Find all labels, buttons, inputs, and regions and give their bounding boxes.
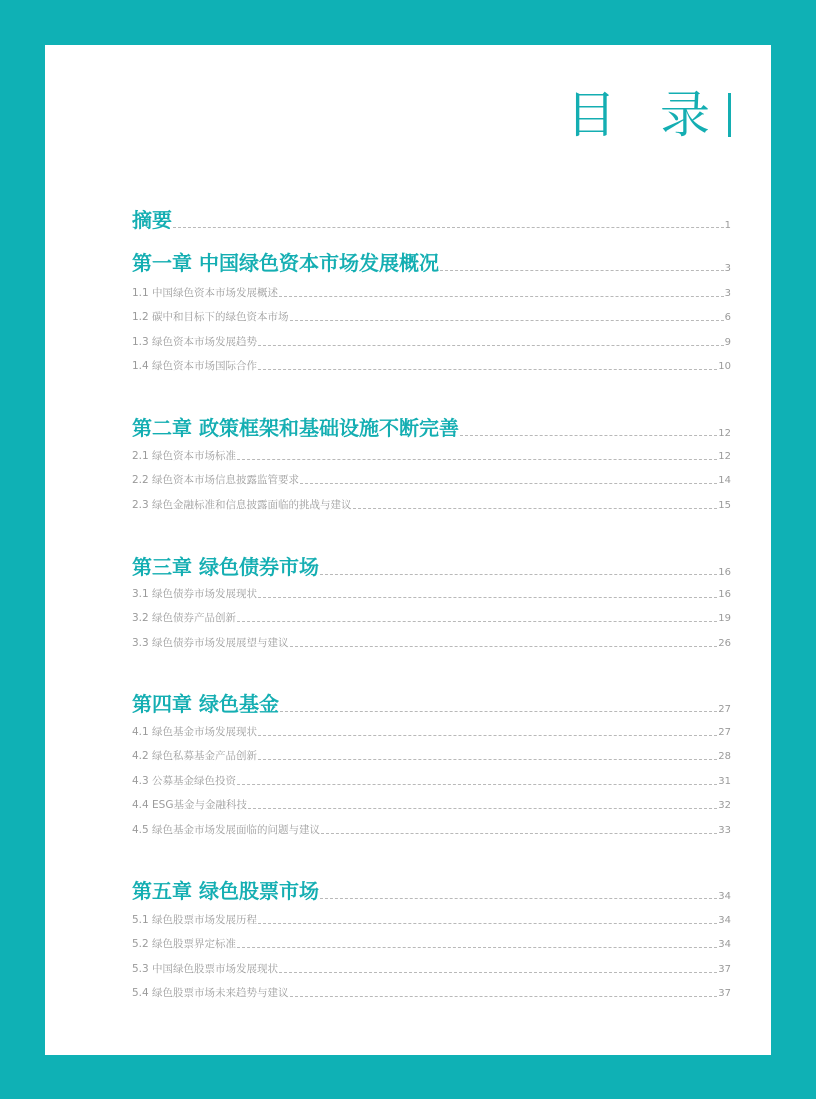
dot-leader (290, 646, 718, 647)
entry-label: 5.4 绿色股票市场未来趋势与建议 (132, 987, 289, 999)
dot-leader (237, 947, 717, 948)
entry-label: 第一章 中国绿色资本市场发展概况 (132, 251, 439, 275)
entry-page: 27 (718, 704, 731, 715)
entry-page: 37 (718, 964, 731, 975)
dot-leader (258, 369, 717, 370)
document-page (45, 45, 771, 1055)
dot-leader (237, 784, 717, 785)
entry-page: 37 (718, 988, 731, 999)
dot-leader (173, 227, 724, 228)
entry-label: 5.1 绿色股票市场发展历程 (132, 914, 258, 926)
entry-page: 12 (718, 451, 731, 462)
entry-label: 第五章 绿色股票市场 (132, 879, 319, 903)
entry-page: 16 (718, 589, 731, 600)
toc-entry-section[interactable] (132, 775, 731, 788)
toc-entry-section[interactable] (132, 963, 731, 976)
toc-entry-chapter-2[interactable] (132, 416, 731, 440)
entry-page: 10 (718, 361, 731, 372)
entry-page: 9 (724, 337, 731, 348)
dot-leader (279, 296, 724, 297)
entry-page: 31 (718, 776, 731, 787)
toc-entry-chapter-3[interactable] (132, 555, 731, 579)
entry-page: 33 (718, 825, 731, 836)
toc-entry-section[interactable] (132, 938, 731, 951)
dot-leader (290, 320, 724, 321)
entry-page: 28 (718, 751, 731, 762)
toc-entry-section[interactable] (132, 726, 731, 739)
toc-entry-section[interactable] (132, 987, 731, 1000)
entry-label: 3.1 绿色债券市场发展现状 (132, 588, 258, 600)
entry-label: 3.2 绿色债券产品创新 (132, 612, 237, 624)
entry-page: 3 (724, 288, 731, 299)
entry-label: 1.4 绿色资本市场国际合作 (132, 360, 258, 372)
toc-entry-section[interactable] (132, 474, 731, 487)
dot-leader (320, 574, 717, 575)
dot-leader (258, 345, 724, 346)
dot-leader (258, 923, 717, 924)
toc-entry-section[interactable] (132, 799, 731, 812)
dot-leader (321, 833, 717, 834)
toc-entry-section[interactable] (132, 824, 731, 837)
entry-label: 摘要 (132, 208, 172, 232)
entry-label: 1.1 中国绿色资本市场发展概述 (132, 287, 279, 299)
toc-entry-section[interactable] (132, 336, 731, 349)
entry-label: 5.2 绿色股票界定标准 (132, 938, 237, 950)
toc-entry-section[interactable] (132, 450, 731, 463)
entry-page: 34 (718, 915, 731, 926)
toc-entry-chapter-4[interactable] (132, 692, 731, 716)
dot-leader (460, 435, 717, 436)
toc-entry-section[interactable] (132, 750, 731, 763)
entry-label: 第四章 绿色基金 (132, 692, 279, 716)
dot-leader (440, 270, 724, 271)
dot-leader (237, 459, 717, 460)
entry-label: 1.2 碳中和目标下的绿色资本市场 (132, 311, 289, 323)
toc-title: 目 录 (566, 86, 724, 144)
entry-page: 1 (724, 220, 731, 231)
entry-page: 34 (718, 939, 731, 950)
entry-label: 4.3 公募基金绿色投资 (132, 775, 237, 787)
entry-page: 14 (718, 475, 731, 486)
entry-label: 3.3 绿色债券市场发展展望与建议 (132, 637, 289, 649)
dot-leader (300, 483, 717, 484)
entry-label: 4.1 绿色基金市场发展现状 (132, 726, 258, 738)
toc-entry-section[interactable] (132, 311, 731, 324)
toc-entry-chapter-1[interactable] (132, 251, 731, 275)
entry-page: 3 (724, 263, 731, 274)
dot-leader (258, 597, 717, 598)
toc-entry-section[interactable] (132, 360, 731, 373)
entry-page: 32 (718, 800, 731, 811)
entry-page: 26 (718, 638, 731, 649)
dot-leader (353, 508, 718, 509)
toc-entry-section[interactable] (132, 499, 731, 512)
dot-leader (248, 808, 717, 809)
entry-label: 第三章 绿色债券市场 (132, 555, 319, 579)
entry-label: 2.3 绿色金融标准和信息披露面临的挑战与建议 (132, 499, 352, 511)
toc-entry-section[interactable] (132, 637, 731, 650)
dot-leader (290, 996, 718, 997)
entry-page: 34 (718, 891, 731, 902)
dot-leader (279, 972, 717, 973)
entry-label: 5.3 中国绿色股票市场发展现状 (132, 963, 279, 975)
entry-page: 6 (724, 312, 731, 323)
entry-label: 4.5 绿色基金市场发展面临的问题与建议 (132, 824, 321, 836)
toc-entry-section[interactable] (132, 588, 731, 601)
entry-page: 16 (718, 567, 731, 578)
dot-leader (237, 621, 717, 622)
entry-page: 15 (718, 500, 731, 511)
entry-label: 1.3 绿色资本市场发展趋势 (132, 336, 258, 348)
entry-page: 27 (718, 727, 731, 738)
entry-label: 4.4 ESG基金与金融科技 (132, 799, 247, 811)
entry-page: 12 (718, 428, 731, 439)
toc-entry-section[interactable] (132, 287, 731, 300)
toc-entry-chapter-5[interactable] (132, 879, 731, 903)
entry-label: 2.2 绿色资本市场信息披露监管要求 (132, 474, 300, 486)
dot-leader (258, 735, 717, 736)
entry-label: 2.1 绿色资本市场标准 (132, 450, 237, 462)
entry-page: 19 (718, 613, 731, 624)
toc-entry-abstract[interactable] (132, 208, 731, 232)
dot-leader (320, 898, 717, 899)
entry-label: 4.2 绿色私募基金产品创新 (132, 750, 258, 762)
dot-leader (258, 759, 717, 760)
toc-heading (566, 85, 731, 145)
dot-leader (280, 711, 717, 712)
entry-label: 第二章 政策框架和基础设施不断完善 (132, 416, 459, 440)
toc-entry-section[interactable] (132, 914, 731, 927)
title-accent-bar (728, 93, 731, 137)
toc-entry-section[interactable] (132, 612, 731, 625)
